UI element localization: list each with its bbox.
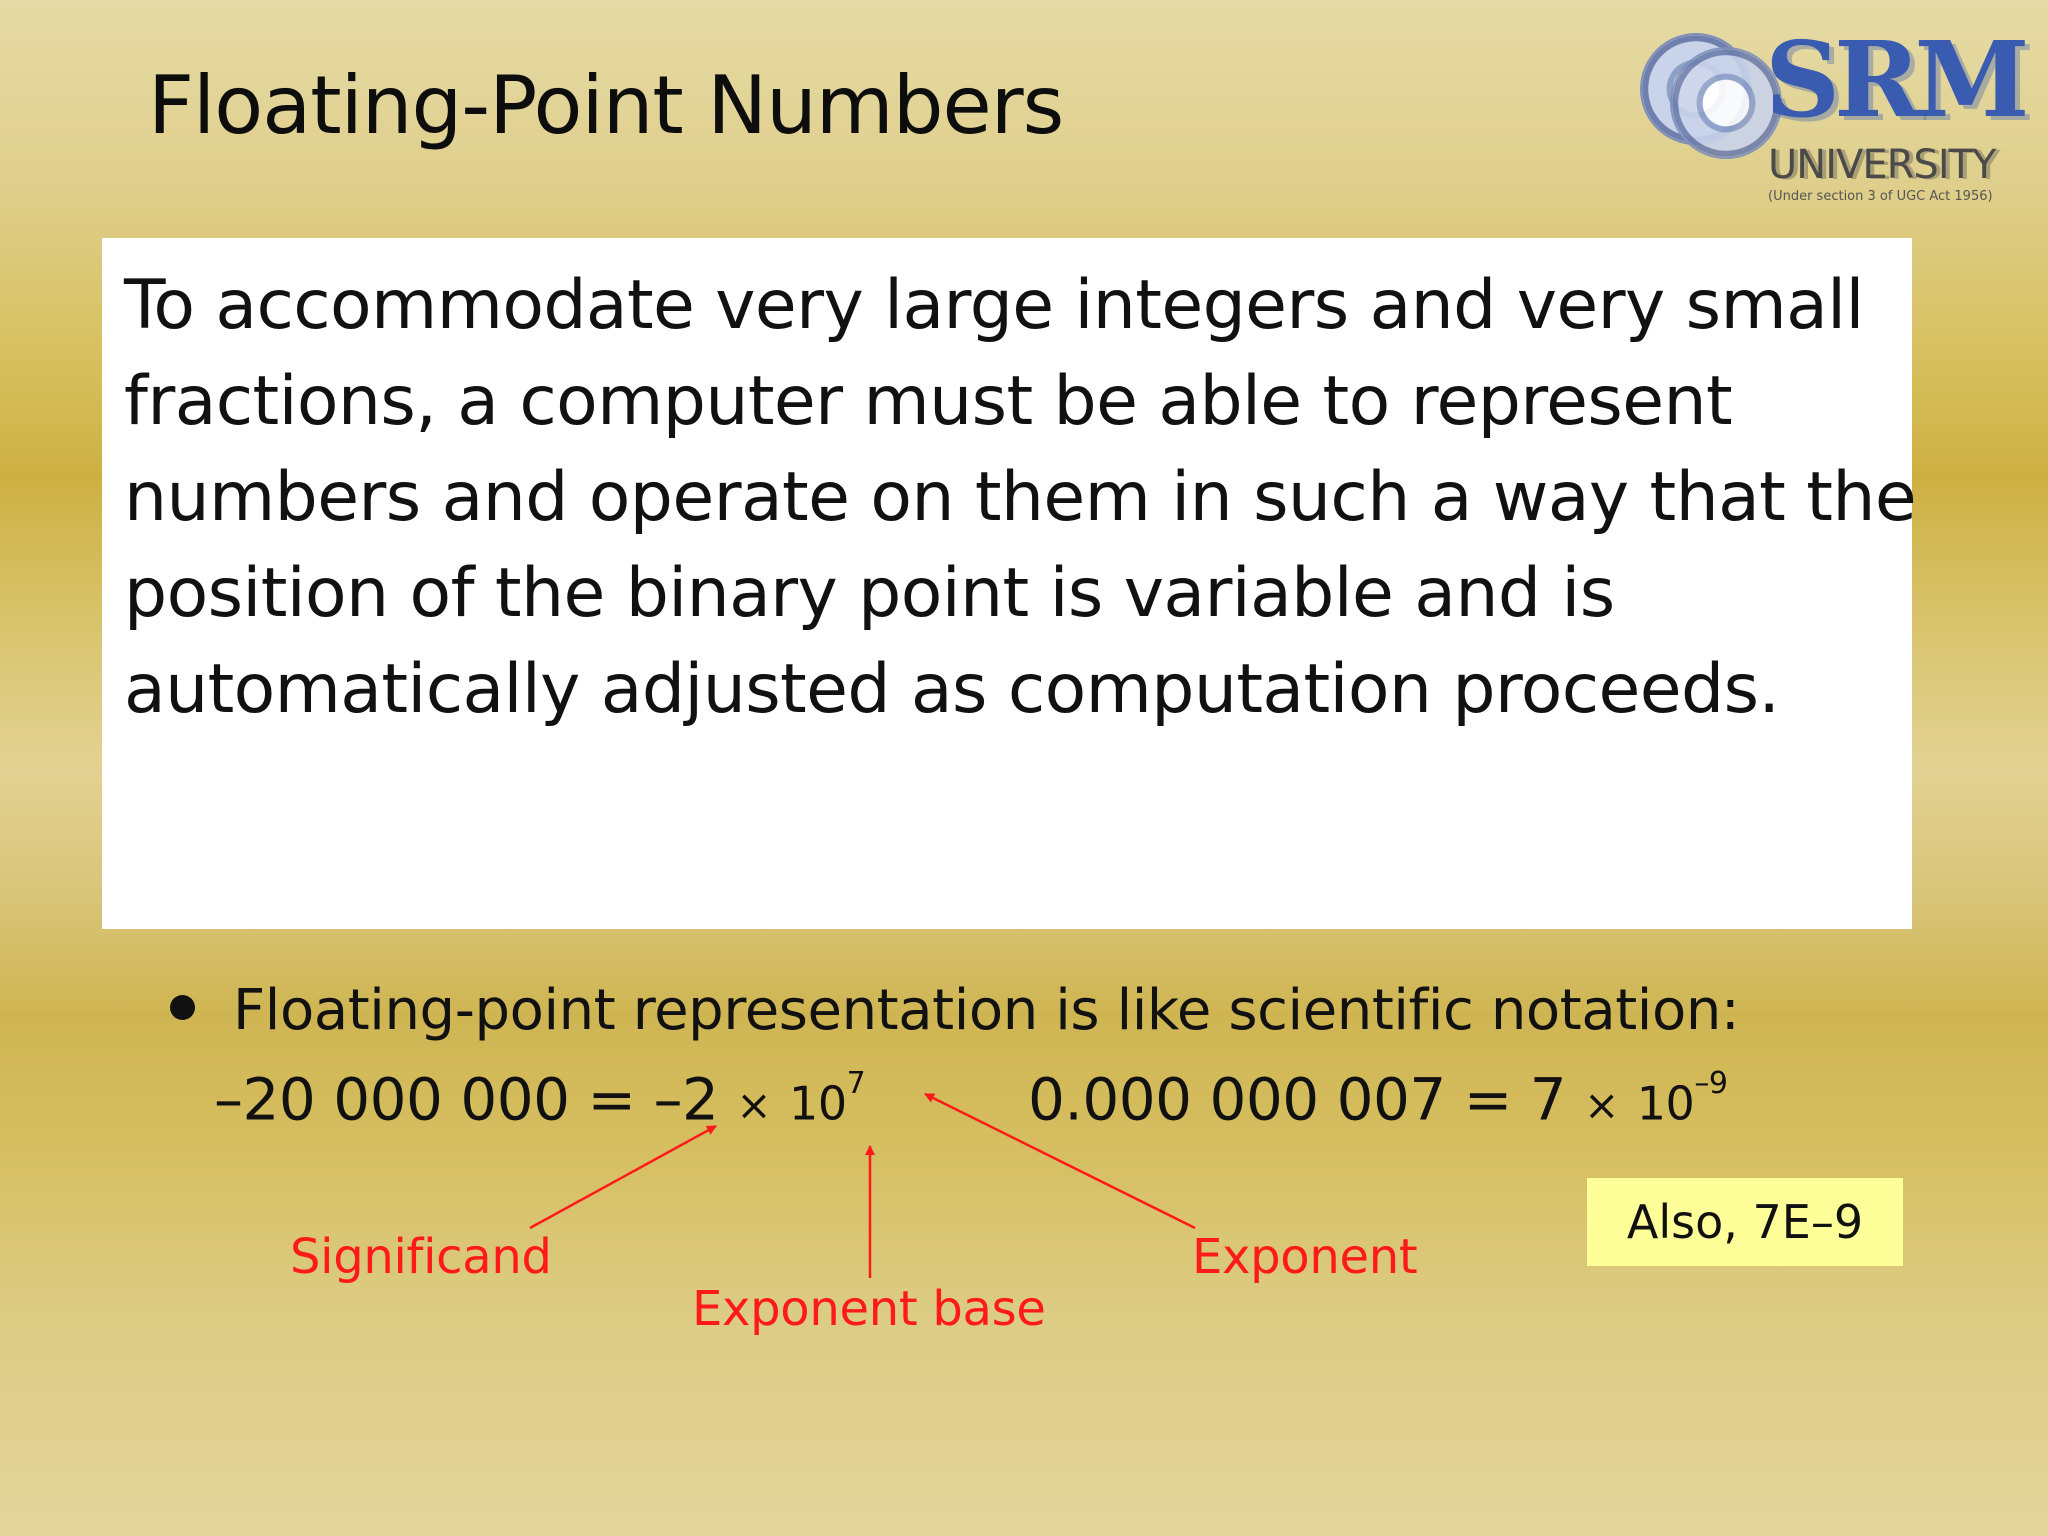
exponent-arrow	[925, 1094, 1195, 1228]
equation-lhs: –20 000 000 = –2	[214, 1065, 719, 1134]
exponent-base-label: Exponent base	[692, 1281, 1046, 1337]
exponent-value: 7	[846, 1066, 866, 1101]
exponent-base: 10	[789, 1076, 847, 1131]
exponent-label: Exponent	[1192, 1229, 1418, 1285]
bullet-text: Floating-point representation is like scientific notation:	[233, 978, 1740, 1043]
logo-note: (Under section 3 of UGC Act 1956)	[1768, 189, 1993, 204]
exponent-base: 10	[1636, 1076, 1695, 1131]
paragraph-line: To accommodate very large integers and very small	[124, 266, 1864, 345]
exponent-value: –9	[1694, 1066, 1728, 1101]
times-sign: ×	[1584, 1080, 1619, 1130]
significand-label: Significand	[290, 1229, 552, 1285]
paragraph-line: numbers and operate on them in such a way that the	[124, 458, 1917, 537]
logo-subtitle: UNIVERSITY	[1768, 142, 1996, 188]
paragraph-line: fractions, a computer must be able to represent	[124, 362, 1733, 441]
callout-note: Also, 7E–9	[1587, 1178, 1903, 1266]
paragraph-line: position of the binary point is variable and is	[124, 554, 1615, 633]
slide-title: Floating-Point Numbers	[148, 59, 1064, 152]
logo-wordmark: SRM	[1765, 18, 2024, 141]
paragraph-line: automatically adjusted as computation proceeds.	[124, 650, 1780, 729]
equation-lhs: 0.000 000 007 = 7	[1028, 1065, 1567, 1134]
times-sign: ×	[736, 1080, 772, 1130]
significand-arrow	[530, 1126, 716, 1228]
